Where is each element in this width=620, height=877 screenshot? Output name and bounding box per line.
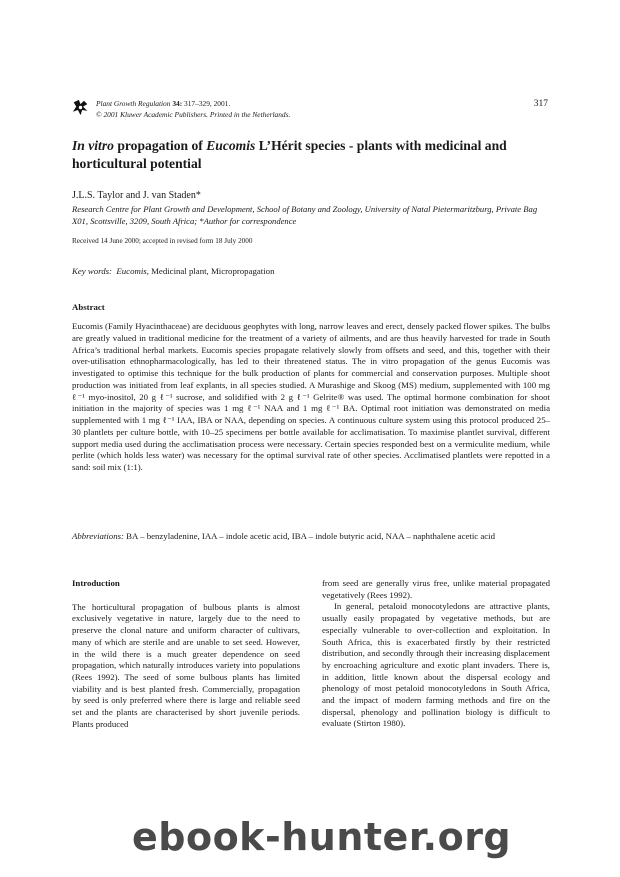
intro-paragraph-1: The horticultural propagation of bulbous plants is almost exclusively vegetative in nature, largely due to the need to preserve the clonal nature and uniform character of cultivars, many of which are sterile and are unable to set seed. However, in the wild there is a much greater dependence on seed propagation, which naturally introduces variety into populations (Rees 1992). The seed of some bulbous plants has limited viability and is best planted fresh. Commercially, propagation by seed is only preferred where there is large and reliable seed set and the plants are characterised by short juvenile periods. Plants produced (72, 601, 300, 729)
affiliation: Research Centre for Plant Growth and Development, School of Botany and Zoology, University of Natal Pietermaritzburg, Private Bag X01, Scottsville, 3209, South Africa; *Author for correspondence (72, 204, 538, 226)
journal-name: Plant Growth Regulation (96, 99, 171, 108)
introduction-heading: Introduction (72, 578, 120, 588)
copyright-line: © 2001 Kluwer Academic Publishers. Printed in the Netherlands. (96, 109, 291, 119)
abstract-heading: Abstract (72, 302, 105, 312)
authors: J.L.S. Taylor and J. van Staden* (72, 190, 201, 201)
journal-volume: 34: (172, 99, 183, 108)
abbreviations-text: BA – benzyladenine, IAA – indole acetic acid, IBA – indole butyric acid, NAA – naphthalene acetic acid (123, 531, 496, 541)
left-column (72, 578, 300, 730)
received-dates: Received 14 June 2000; accepted in revised form 18 July 2000 (72, 237, 253, 245)
page-number: 317 (533, 99, 548, 109)
title-segment: propagation of (113, 138, 207, 153)
title-segment-end: L’Hérit species - plants with medicinal and horticultural potential (72, 138, 507, 171)
title-genus: Eucomis (206, 138, 256, 153)
page-header (72, 99, 548, 121)
intro-paragraph-1-continued: from seed are generally virus free, unlike material propagated vegetatively (Rees 1992). (322, 578, 550, 600)
watermark: ebook-hunter.org (132, 815, 512, 859)
keywords-label: Key words: (72, 266, 112, 276)
keywords (72, 266, 274, 277)
article-title (72, 137, 550, 172)
abstract-text: Eucomis (Family Hyacinthaceae) are deciduous geophytes with long, narrow leaves and erect, densely packed flower spikes. The bulbs are greatly valued in traditional medicine for the treatment of a variety of ailments, and are thus heavily harvested for trade in South Africa’s traditional herbal markets. Eucomis species propagate relatively slowly from offsets and seed, and this, together with their over-utilisation ethnopharmacologically, has led to their threatened status. The in vitro propagation of the genus Eucomis was investigated to optimise this technique for the bulk production of plants for commercial and conservation purposes. Multiple shoot production was initiated from leaf explants, in all species studied. A Murashige and Skoog (MS) medium, supplemented with 100 mg ℓ⁻¹ myo-inositol, 20 g ℓ⁻¹ sucrose, and solidified with 2 g ℓ⁻¹ Gelrite® was used. The optimal hormone combination for shoot initiation in the majority of species was 1 mg ℓ⁻¹ NAA and 1 mg ℓ⁻¹ BA. Optimal root initiation was demonstrated on media supplemented with 1 mg ℓ⁻¹ IAA, IBA or NAA, depending on species. A continuous culture system using this protocol produced 25–30 plantlets per culture bottle, with 10–25 specimens per bottle available for acclimatisation. To maximise plantlet survival, different support media used during the acclimatisation process were necessary. Certain species responded best on a vermiculite medium, while perlite (which holds less water) was necessary for the optimal survival rate of other species. Acclimatised plantlets were repotted in a sand: soil mix (1:1). (72, 321, 550, 472)
journal-pages: 317–329, 2001. (184, 99, 231, 108)
abbreviations-label: Abbreviations: (72, 531, 124, 541)
right-column (322, 578, 550, 730)
kluwer-logo-icon (72, 99, 89, 116)
keyword-eucomis: Eucomis (116, 266, 147, 276)
keywords-rest: , Medicinal plant, Micropropagation (146, 266, 275, 276)
journal-info (96, 99, 290, 120)
intro-paragraph-2: In general, petaloid monocotyledons are attractive plants, usually easily propagated by vegetative methods, but are especially vulnerable to over-collection and exploitation. In South Africa, this is exacerbated firstly by their restricted distribution, and secondly through their increasing displacement by encroaching agriculture and exotic plant invaders. There is, in addition, little known about the dispersal ecology and phenology of most petaloid monocotyledons in South Africa, and the impact of modern farming methods and fire on the dispersal, phenology and pollination biology is difficult to evaluate (Stirton 1980). (322, 601, 550, 729)
title-in-vitro: In vitro (72, 138, 114, 153)
abbreviations (72, 531, 550, 543)
